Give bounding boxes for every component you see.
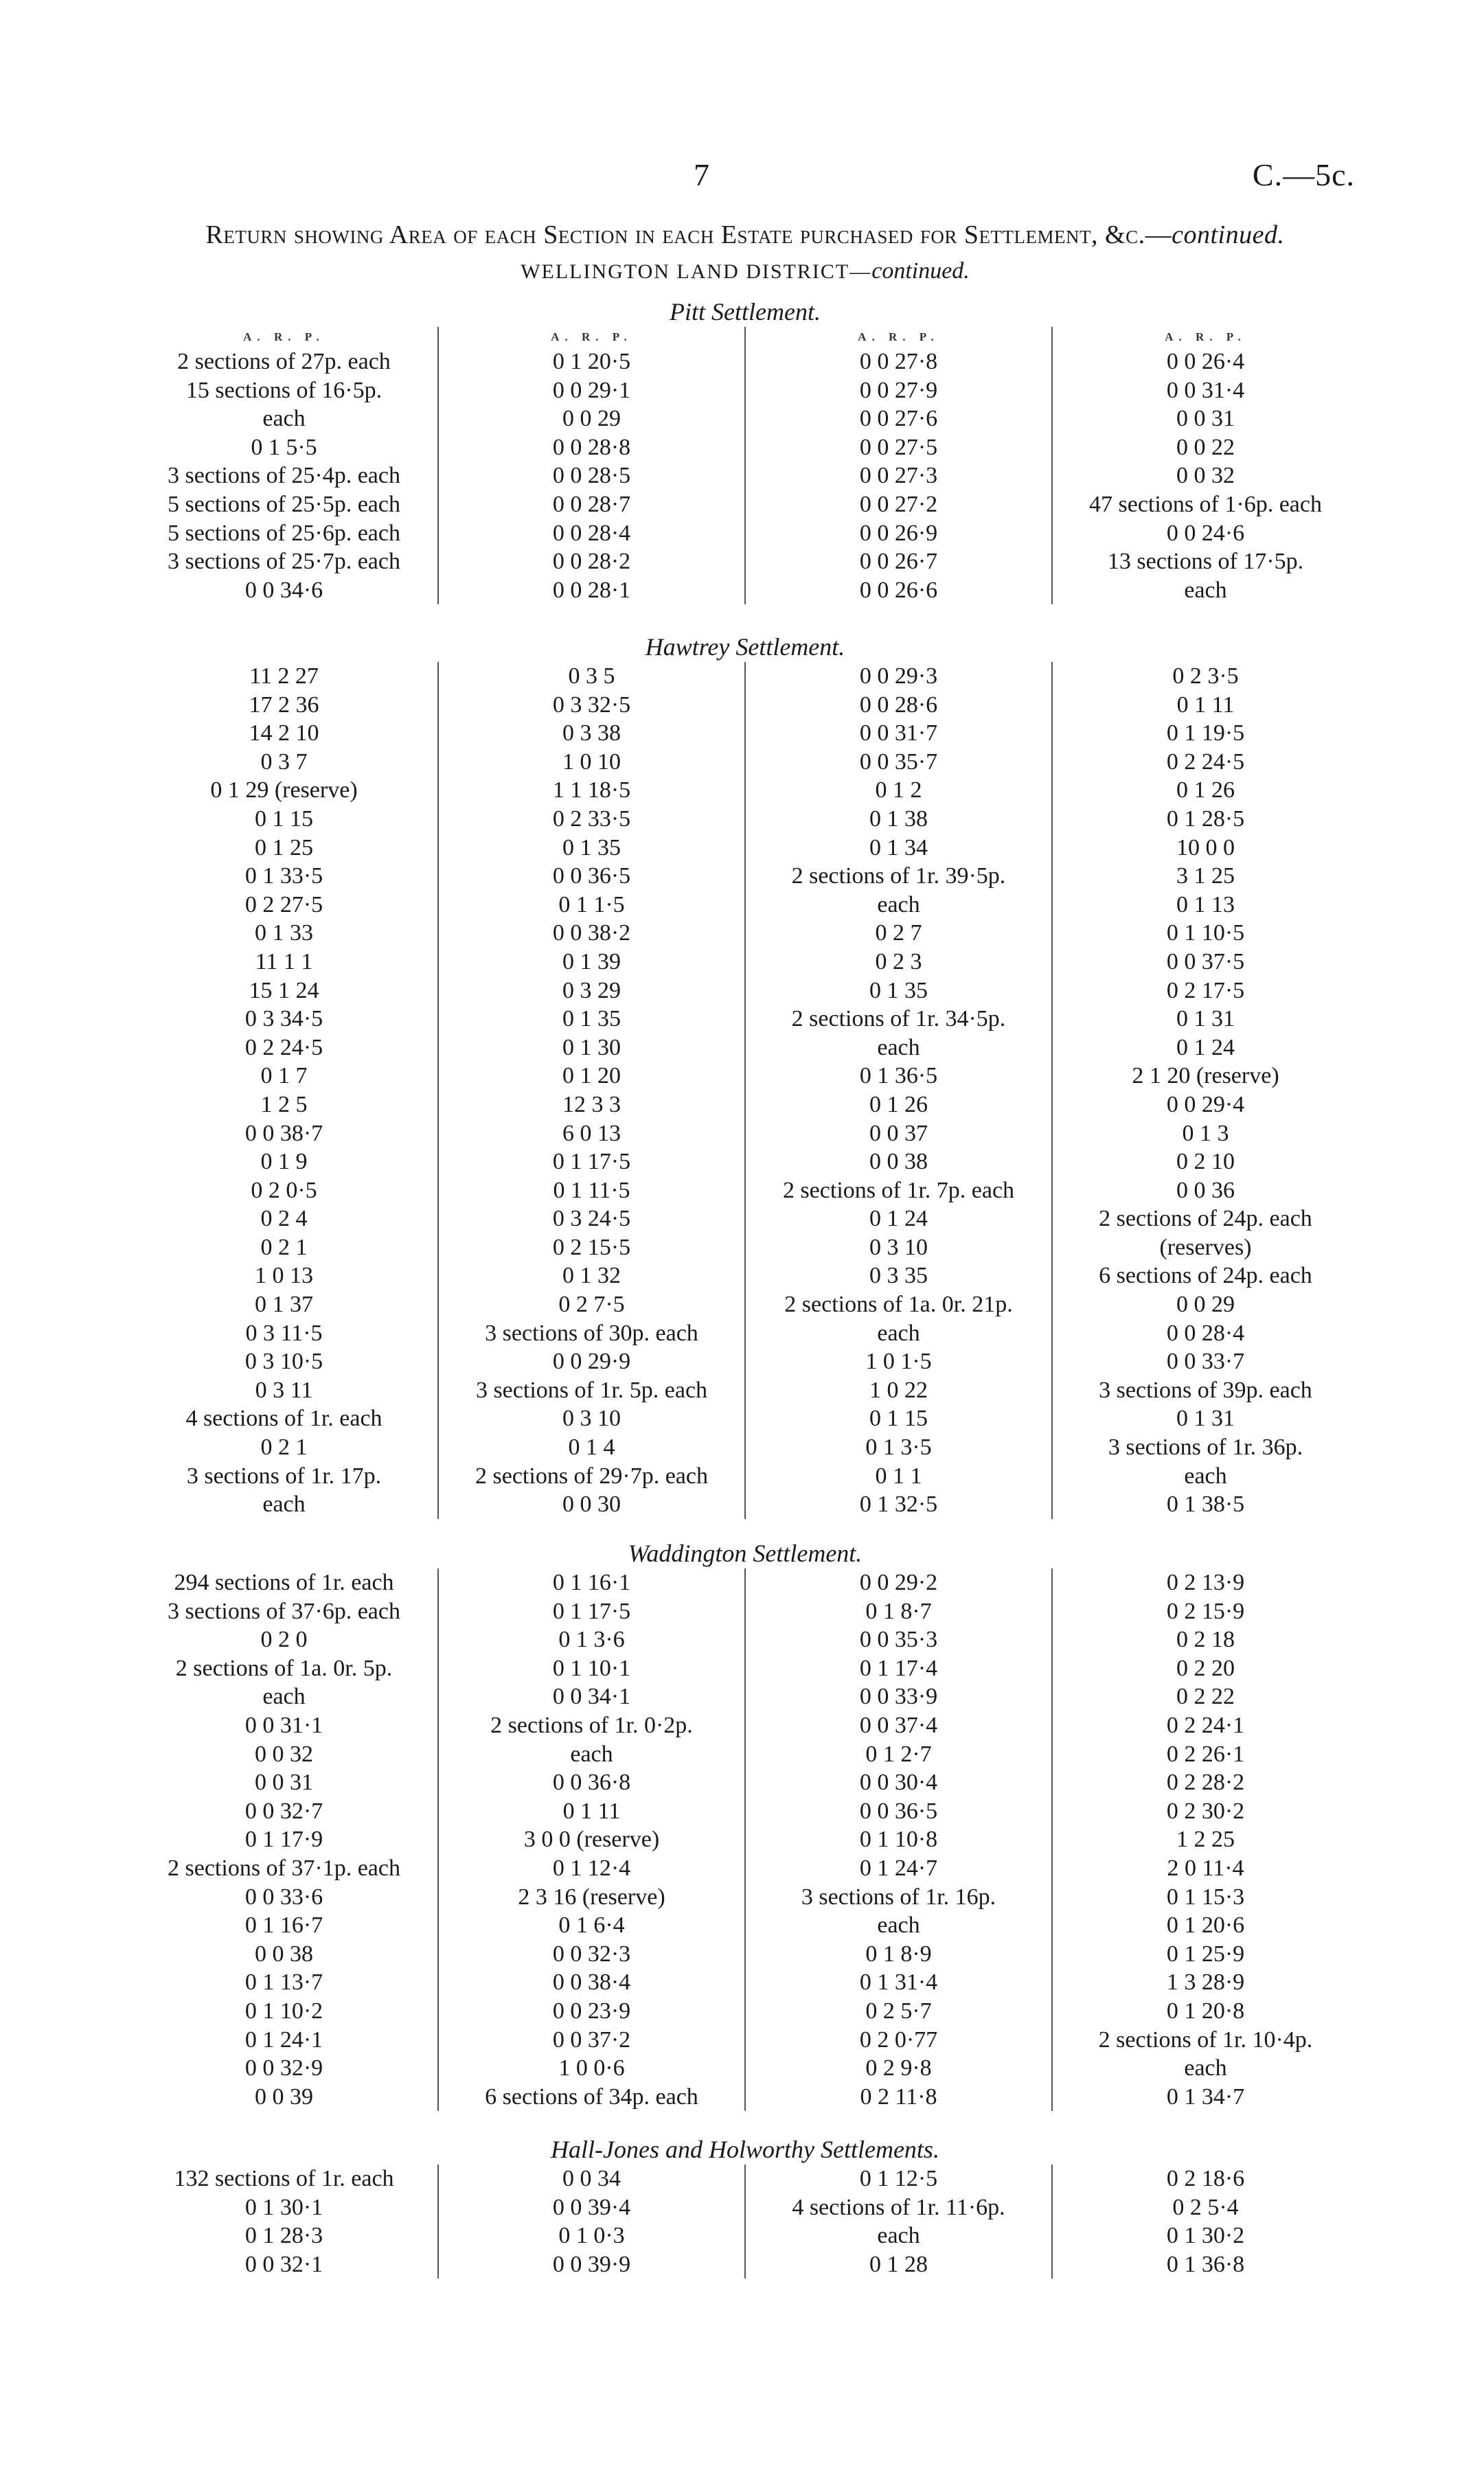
table-row: 0 2 7 (875, 920, 922, 946)
table-row: 0 2 1 (260, 1234, 308, 1260)
page-number: 7 (694, 157, 709, 192)
table-row: 15 sections of 16·5p. (185, 377, 383, 403)
table-row: 0 0 36 (1176, 1177, 1235, 1203)
table-row: 0 0 27·3 (859, 463, 938, 489)
table-row: 4 sections of 1r. 11·6p. (792, 2194, 1005, 2220)
table-row: 0 1 30·1 (244, 2194, 323, 2220)
table-row: 1 1 18·5 (552, 777, 631, 803)
table-column (130, 327, 437, 604)
settlement-heading: Pitt Settlement. (670, 298, 821, 326)
table-row: 0 1 38 (869, 806, 928, 832)
table-row: 0 1 31 (1176, 1006, 1235, 1032)
column-header-arp: A. R. P. (858, 330, 939, 343)
table-row: 2 sections of 1r. 0·2p. (490, 1712, 693, 1738)
table-row: 0 1 28·3 (244, 2223, 323, 2249)
table-row: 3 sections of 25·7p. each (168, 549, 400, 575)
table-row: 0 0 24·6 (1166, 520, 1245, 546)
table-row: 0 0 37·4 (859, 1712, 938, 1738)
table-row: 0 2 10 (1176, 1149, 1235, 1175)
table-row: 5 sections of 25·5p. each (168, 491, 400, 517)
table-row: 6 0 13 (562, 1120, 621, 1146)
table-row: 2 1 20 (reserve) (1132, 1063, 1279, 1089)
table-row: 0 1 15 (869, 1406, 928, 1432)
table-row: 15 1 24 (249, 977, 319, 1003)
table-row: each (262, 1492, 306, 1518)
table-row: 3 sections of 37·6p. each (168, 1598, 400, 1624)
table-row: 0 3 11 (255, 1377, 313, 1403)
table-row: 0 0 27·5 (859, 434, 938, 460)
table-row: 2 sections of 37·1p. each (168, 1855, 400, 1881)
table-row: 0 0 33·6 (244, 1884, 323, 1910)
table-column (130, 2165, 437, 2279)
table-row: 0 0 29·9 (552, 1349, 631, 1375)
table-row: 294 sections of 1r. each (174, 1570, 394, 1595)
table-row: 0 0 27·9 (859, 377, 938, 403)
table-column (744, 662, 1051, 1519)
table-column (437, 327, 744, 604)
table-row: 1 0 10 (562, 749, 621, 775)
table-row: each (262, 406, 306, 432)
table-row: 0 2 11·8 (860, 2083, 937, 2110)
table-row: 0 1 11 (562, 1798, 621, 1824)
table-row: 0 1 17·9 (244, 1827, 323, 1853)
table-row: 0 0 22 (1176, 434, 1235, 460)
table-row: 132 sections of 1r. each (174, 2166, 394, 2191)
table-row: 0 1 0·3 (558, 2223, 625, 2249)
table-row: 1 2 25 (1176, 1827, 1235, 1853)
table-row: 0 0 30 (562, 1492, 621, 1518)
title-text: Return showing Area of each Section in each Estate purchased for Settlement, &c.— (205, 220, 1172, 249)
table-row: 0 0 31·7 (859, 720, 938, 746)
table-row: 11 1 1 (255, 948, 313, 974)
table-row: 0 0 34·6 (244, 577, 323, 603)
table-row: 0 1 25·9 (1166, 1941, 1245, 1967)
table-row: 0 2 20 (1176, 1655, 1235, 1681)
table-row: 0 0 29·4 (1166, 1091, 1245, 1117)
table-row: 0 0 38 (869, 1149, 928, 1175)
table-row: 0 3 11·5 (245, 1320, 323, 1346)
table-row: 0 1 9 (260, 1149, 308, 1175)
table-row: 0 3 10 (869, 1234, 928, 1260)
table-row: 0 0 31·4 (1166, 377, 1245, 403)
table-row: 0 2 3 (875, 948, 922, 974)
table-row: 0 1 10·5 (1166, 920, 1245, 946)
table-row: 2 sections of 1r. 10·4p. (1098, 2027, 1313, 2053)
district-heading (130, 258, 1360, 284)
table-row: 0 3 38 (562, 720, 621, 746)
table-row: 5 sections of 25·6p. each (168, 520, 400, 546)
table-row: 0 0 39 (255, 2083, 313, 2110)
table-row: 0 0 32 (1176, 463, 1235, 489)
table-row: 0 2 4 (260, 1206, 308, 1232)
settlement-table (130, 2165, 1360, 2279)
table-column (130, 662, 437, 1519)
table-row: 0 2 7·5 (558, 1292, 625, 1318)
table-row: 0 2 9·8 (865, 2055, 932, 2081)
table-row: 0 0 31·1 (244, 1712, 323, 1738)
table-row: 0 1 11·5 (553, 1177, 630, 1203)
table-row: 0 2 24·5 (1166, 749, 1245, 775)
table-row: 0 1 17·5 (552, 1598, 631, 1624)
table-row: 0 1 1 (875, 1463, 922, 1489)
table-row: 3 sections of 1r. 36p. (1108, 1435, 1303, 1461)
table-row: 0 1 12·5 (859, 2166, 938, 2191)
table-row: 0 1 16·1 (552, 1570, 631, 1595)
table-row: 0 0 34·1 (552, 1684, 631, 1710)
table-row: 0 0 26·4 (1166, 349, 1245, 374)
title-continued: continued. (1172, 220, 1285, 249)
column-header-arp: A. R. P. (551, 330, 632, 343)
table-row: 0 0 32·3 (552, 1941, 631, 1967)
settlement-hawtrey (130, 632, 1360, 1519)
table-row: 0 1 33·5 (244, 863, 323, 889)
table-row: 0 3 24·5 (552, 1206, 631, 1232)
table-row: 0 1 26 (1176, 777, 1235, 803)
settlement-heading: Waddington Settlement. (628, 1540, 863, 1567)
column-header-arp: A. R. P. (243, 330, 325, 343)
table-row: 0 0 37·5 (1166, 948, 1245, 974)
table-row: 0 3 5 (568, 663, 615, 689)
table-row: 0 1 36·5 (859, 1063, 938, 1089)
table-row: 0 1 35 (869, 977, 928, 1003)
table-row: 0 0 28·4 (552, 520, 631, 546)
table-row: 1 0 0·6 (558, 2055, 625, 2081)
table-row: 0 0 28·6 (859, 692, 938, 718)
table-row: each (877, 891, 920, 917)
table-row: each (262, 1684, 306, 1710)
table-row: 0 1 12·4 (552, 1855, 631, 1881)
table-column (744, 2165, 1051, 2279)
table-column (1051, 662, 1358, 1519)
table-row: 0 2 26·1 (1166, 1741, 1245, 1767)
table-row: 0 1 16·7 (244, 1913, 323, 1939)
table-row: 3 0 0 (reserve) (523, 1827, 660, 1853)
table-row: 0 1 35 (562, 834, 621, 860)
table-row: 0 0 32·7 (244, 1798, 323, 1824)
table-row: 0 1 30·2 (1166, 2223, 1245, 2249)
table-row: 0 1 30 (562, 1034, 621, 1060)
table-row: 0 3 7 (260, 749, 308, 775)
table-row: 0 0 39·4 (552, 2194, 631, 2220)
table-row: 2 sections of 27p. each (177, 349, 391, 374)
table-row: 3 sections of 1r. 17p. (186, 1463, 382, 1489)
table-row: 0 0 36·5 (859, 1798, 938, 1824)
table-row: 0 1 26 (869, 1091, 928, 1117)
table-row: 0 2 15·9 (1166, 1598, 1245, 1624)
table-row: 0 0 38·4 (552, 1970, 631, 1996)
table-row: 3 sections of 30p. each (485, 1320, 698, 1346)
district-continued: continued. (871, 258, 970, 284)
table-row: 0 0 29·2 (859, 1570, 938, 1595)
table-row: 13 sections of 17·5p. (1107, 549, 1304, 575)
table-row: 0 1 34·7 (1166, 2083, 1245, 2110)
table-row: 0 1 10·1 (552, 1655, 631, 1681)
table-row: 0 1 20·5 (552, 349, 631, 374)
table-row: 0 0 28·4 (1166, 1320, 1245, 1346)
table-row: 0 1 31·4 (859, 1970, 938, 1996)
table-column (1051, 2165, 1358, 2279)
table-row: 10 0 0 (1176, 834, 1235, 860)
table-row: 0 0 29 (1176, 1292, 1235, 1318)
table-column (437, 662, 744, 1519)
table-row: 1 0 22 (869, 1377, 928, 1403)
table-row: 0 3 29 (562, 977, 621, 1003)
district-name: WELLINGTON LAND DISTRICT— (521, 260, 872, 283)
table-row: 0 1 20 (562, 1063, 621, 1089)
table-row: 0 3 10·5 (244, 1349, 323, 1375)
table-row: 0 0 34 (562, 2166, 621, 2191)
table-row: 0 1 28·5 (1166, 806, 1245, 832)
table-row: 0 1 35 (562, 1006, 621, 1032)
table-row: 3 1 25 (1176, 863, 1235, 889)
table-row: 1 2 5 (260, 1091, 308, 1117)
table-row: 0 2 0 (260, 1627, 308, 1653)
table-row: 0 1 5·5 (251, 434, 317, 460)
table-row: 0 0 38·2 (552, 920, 631, 946)
table-row: 0 0 28·5 (552, 463, 631, 489)
table-row: 0 1 2·7 (865, 1741, 932, 1767)
table-row: 0 2 18·6 (1166, 2166, 1245, 2191)
table-row: 0 0 38·7 (244, 1120, 323, 1146)
table-row: 0 2 1 (260, 1435, 308, 1461)
table-row: 0 1 24 (869, 1206, 928, 1232)
table-row: 0 0 33·9 (859, 1684, 938, 1710)
table-row: 0 0 28·2 (552, 549, 631, 575)
table-row: 3 sections of 25·4p. each (168, 463, 400, 489)
table-row: 0 1 28 (869, 2251, 928, 2277)
table-row: 0 0 39·9 (552, 2251, 631, 2277)
table-row: 1 3 28·9 (1166, 1970, 1245, 1996)
table-row: 0 0 28·1 (552, 577, 631, 603)
table-row: 17 2 36 (249, 692, 319, 718)
table-row: 0 2 33·5 (552, 806, 631, 832)
table-row: each (1184, 577, 1227, 603)
table-row: 0 0 37·2 (552, 2027, 631, 2053)
table-row: 1 0 13 (255, 1263, 313, 1289)
table-row: 0 1 8·7 (865, 1598, 932, 1624)
table-column (744, 1568, 1051, 2111)
table-row: 0 2 17·5 (1166, 977, 1245, 1003)
table-row: 0 2 15·5 (552, 1234, 631, 1260)
table-row: 0 0 32·1 (244, 2251, 323, 2277)
table-row: 0 0 23·9 (552, 1998, 631, 2024)
table-row: 0 1 38·5 (1166, 1492, 1245, 1518)
table-row: 6 sections of 24p. each (1099, 1263, 1312, 1289)
table-row: 0 1 36·8 (1166, 2251, 1245, 2277)
table-row: 0 1 6·4 (558, 1913, 625, 1939)
settlement-waddington (130, 1538, 1360, 2111)
table-row: 0 0 26·6 (859, 577, 938, 603)
settlement-table (130, 1568, 1360, 2111)
table-row: 0 0 27·6 (859, 406, 938, 432)
table-row: 0 2 27·5 (244, 891, 323, 917)
table-row: 0 2 13·9 (1166, 1570, 1245, 1595)
table-row: 2 sections of 29·7p. each (475, 1463, 708, 1489)
table-column (1051, 327, 1358, 604)
table-row: 0 1 19·5 (1166, 720, 1245, 746)
table-row: 0 1 1·5 (558, 891, 625, 917)
table-row: 0 2 24·5 (244, 1034, 323, 1060)
table-column (437, 1568, 744, 2111)
table-row: 0 1 15·3 (1166, 1884, 1245, 1910)
table-row: 0 1 11 (1176, 692, 1235, 718)
table-row: 0 2 30·2 (1166, 1798, 1245, 1824)
table-row: 0 3 10 (562, 1406, 621, 1432)
column-header-arp: A. R. P. (1165, 330, 1246, 343)
table-row: 3 sections of 1r. 16p. (801, 1884, 996, 1910)
table-row: 0 0 31 (255, 1770, 313, 1796)
table-row: 1 0 1·5 (865, 1349, 932, 1375)
table-row: 0 3 34·5 (244, 1006, 323, 1032)
table-row: 0 3 32·5 (552, 692, 631, 718)
table-column (1051, 1568, 1358, 2111)
table-row: 0 2 0·5 (251, 1177, 317, 1203)
table-row: 0 2 28·2 (1166, 1770, 1245, 1796)
table-row: 6 sections of 34p. each (485, 2083, 698, 2110)
table-row: 0 1 17·5 (552, 1149, 631, 1175)
table-row: each (570, 1741, 613, 1767)
table-row: 0 0 36·5 (552, 863, 631, 889)
table-row: 2 0 11·4 (1167, 1855, 1244, 1881)
table-row: each (1184, 2055, 1227, 2081)
table-row: 0 0 35·3 (859, 1627, 938, 1653)
table-row: 0 1 32 (562, 1263, 621, 1289)
table-row: 4 sections of 1r. each (185, 1406, 383, 1432)
table-row: 0 3 35 (869, 1263, 928, 1289)
table-row: 0 1 10·2 (244, 1998, 323, 2024)
document-reference: C.—5c. (1252, 157, 1355, 192)
table-column (130, 1568, 437, 2111)
table-row: 0 0 32 (255, 1741, 313, 1767)
settlement-pitt (130, 297, 1360, 604)
table-row: 0 0 27·2 (859, 491, 938, 517)
table-row: 0 0 31 (1176, 406, 1235, 432)
table-row: 0 1 37 (255, 1292, 313, 1318)
table-row: 0 1 25 (255, 834, 313, 860)
table-row: 2 sections of 1r. 7p. each (782, 1177, 1015, 1203)
table-row: 0 2 24·1 (1166, 1712, 1245, 1738)
table-row: 2 sections of 1a. 0r. 5p. (175, 1655, 393, 1681)
table-row: 0 0 26·9 (859, 520, 938, 546)
table-row: each (877, 1320, 920, 1346)
table-row: each (877, 1034, 920, 1060)
table-row: 2 sections of 1r. 34·5p. (791, 1006, 1006, 1032)
table-row: 2 sections of 1a. 0r. 21p. (784, 1292, 1013, 1318)
table-row: 0 2 22 (1176, 1684, 1235, 1710)
table-row: 0 1 15 (255, 806, 313, 832)
table-column (437, 2165, 744, 2279)
table-row: (reserves) (1159, 1234, 1252, 1260)
table-row: 0 1 29 (reserve) (210, 777, 358, 803)
table-row: 0 1 3 (1182, 1120, 1229, 1146)
table-row: 0 0 36·8 (552, 1770, 631, 1796)
table-row: 0 1 4 (568, 1435, 615, 1461)
settlement-table (130, 662, 1360, 1519)
table-row: 47 sections of 1·6p. each (1089, 491, 1322, 517)
table-row: 0 2 0·77 (859, 2027, 938, 2053)
table-row: 0 1 13·7 (244, 1970, 323, 1996)
settlement-heading: Hall-Jones and Holworthy Settlements. (551, 2136, 939, 2163)
settlement-table (130, 327, 1360, 604)
table-row: 0 1 20·6 (1166, 1913, 1245, 1939)
table-row: 0 0 28·8 (552, 434, 631, 460)
table-row: 0 2 5·7 (865, 1998, 932, 2024)
table-row: 0 1 31 (1176, 1406, 1235, 1432)
table-row: 0 1 34 (869, 834, 928, 860)
table-row: 0 1 7 (260, 1063, 308, 1089)
table-row: 0 1 8·9 (865, 1941, 932, 1967)
settlement-halljones (130, 2134, 1360, 2279)
table-row: 0 0 35·7 (859, 749, 938, 775)
table-row: each (877, 2223, 920, 2249)
table-row: 0 2 5·4 (1172, 2194, 1239, 2220)
settlement-heading: Hawtrey Settlement. (645, 633, 845, 661)
table-row: 2 3 16 (reserve) (518, 1884, 665, 1910)
table-row: 0 1 10·8 (859, 1827, 938, 1853)
table-row: 2 sections of 1r. 39·5p. (791, 863, 1006, 889)
table-row: 0 1 24 (1176, 1034, 1235, 1060)
table-row: 3 sections of 1r. 5p. each (475, 1377, 708, 1403)
table-row: 0 1 39 (562, 948, 621, 974)
table-row: 0 1 17·4 (859, 1655, 938, 1681)
table-row: 0 1 32·5 (859, 1492, 938, 1518)
table-row: 0 1 20·8 (1166, 1998, 1245, 2024)
table-row: 0 0 27·8 (859, 349, 938, 374)
table-row: 0 1 13 (1176, 891, 1235, 917)
table-row: 0 0 29 (562, 406, 621, 432)
table-column (744, 327, 1051, 604)
table-row: 0 0 30·4 (859, 1770, 938, 1796)
table-row: 0 0 26·7 (859, 549, 938, 575)
table-row: 11 2 27 (249, 663, 319, 689)
table-row: 0 1 3·6 (558, 1627, 625, 1653)
table-row: 0 0 37 (869, 1120, 928, 1146)
table-row: 3 sections of 39p. each (1099, 1377, 1312, 1403)
table-row: 14 2 10 (249, 720, 319, 746)
table-row: 0 1 2 (875, 777, 922, 803)
table-row: 12 3 3 (562, 1091, 621, 1117)
table-row: 0 2 18 (1176, 1627, 1235, 1653)
table-row: 0 0 28·7 (552, 491, 631, 517)
table-row: each (877, 1913, 920, 1939)
table-row: 0 0 32·9 (244, 2055, 323, 2081)
table-row: 2 sections of 24p. each (1099, 1206, 1312, 1232)
table-row: 0 0 33·7 (1166, 1349, 1245, 1375)
table-row: 0 2 3·5 (1172, 663, 1239, 689)
table-row: 0 1 33 (255, 920, 313, 946)
table-row: 0 0 38 (255, 1941, 313, 1967)
table-row: 0 1 24·7 (859, 1855, 938, 1881)
table-row: 0 1 24·1 (244, 2027, 323, 2053)
table-row: 0 0 29·1 (552, 377, 631, 403)
table-row: each (1184, 1463, 1227, 1489)
table-row: 0 1 3·5 (865, 1435, 932, 1461)
page-title (130, 220, 1360, 250)
table-row: 0 0 29·3 (859, 663, 938, 689)
